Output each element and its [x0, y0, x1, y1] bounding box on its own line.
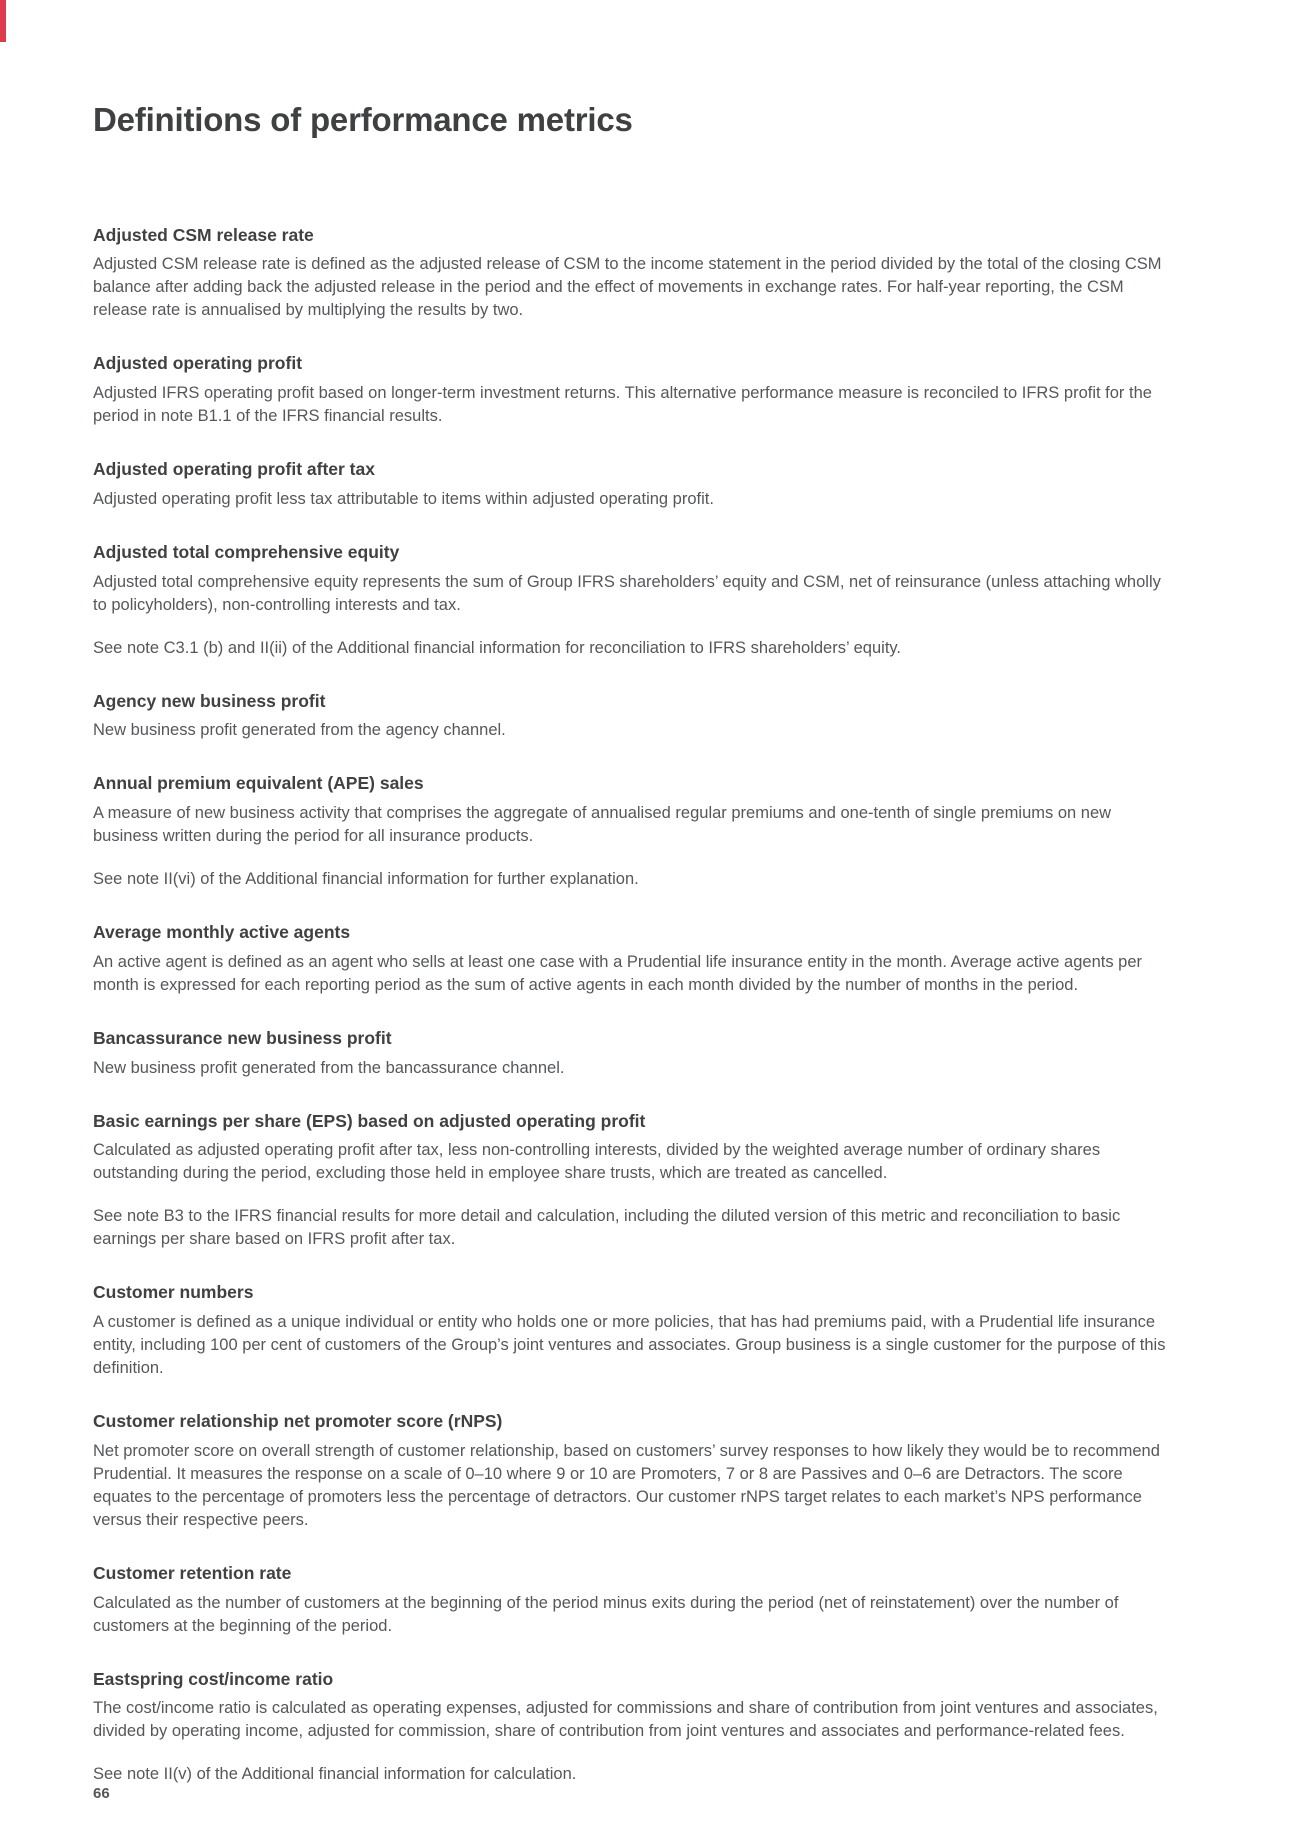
definition-section	[93, 772, 1168, 891]
page-title: Definitions of performance metrics	[93, 101, 633, 138]
definition-heading: Annual premium equivalent (APE) sales	[93, 773, 424, 794]
definitions-list	[93, 224, 1168, 1787]
page-corner-accent	[0, 0, 6, 42]
definition-body	[93, 719, 1168, 742]
definition-body	[93, 253, 1168, 322]
definition-body	[93, 1057, 1168, 1080]
definition-paragraph: A measure of new business activity that comprises the aggregate of annualised regular premiums and one-tenth of single premiums on new business written during the period for all insurance products.	[93, 804, 1112, 846]
definition-section	[93, 1668, 1168, 1787]
definition-paragraph: See note C3.1 (b) and II(ii) of the Additional financial information for reconciliation to IFRS shareholders’ equity.	[93, 638, 902, 657]
definition-paragraph: Net promoter score on overall strength of customer relationship, based on customers’ survey responses to how likely they would be to recommend Prudential. It measures the response on a scale of 0–10 where 9 or 10 are Promoters, 7 or 8 are Passives and 0–6 are Detractors. The score equates to the percentage of promoters less the percentage of detractors. Our customer rNPS target relates to each market’s NPS performance versus their respective peers.	[93, 1441, 1160, 1529]
definition-section	[93, 1562, 1168, 1638]
definition-heading: Bancassurance new business profit	[93, 1027, 392, 1048]
definition-body	[93, 488, 1168, 511]
definition-section	[93, 541, 1168, 660]
definition-paragraph: See note II(v) of the Additional financial information for calculation.	[93, 1765, 577, 1784]
definition-heading: Adjusted operating profit after tax	[93, 459, 375, 480]
definition-paragraph: A customer is defined as a unique individual or entity who holds one or more policies, that has had premiums paid, with a Prudential life insurance entity, including 100 per cent of customers of the Group’s joint ventures and associates. Group business is a single customer for the purpose of this definition.	[93, 1313, 1166, 1378]
definition-paragraph: An active agent is defined as an agent who sells at least one case with a Prudential life insurance entity in the month. Average active agents per month is expressed for each reporting period as the sum of active agents in each month divided by the number of months in the period.	[93, 952, 1143, 994]
page-number: 66	[93, 1785, 110, 1802]
definition-section	[93, 1110, 1168, 1252]
document-page	[93, 0, 1168, 1786]
definition-paragraph: Adjusted CSM release rate is defined as the adjusted release of CSM to the income statement in the period divided by the total of the closing CSM balance after adding back the adjusted release in the period and the effect of movements in exchange rates. For half-year reporting, the CSM release rate is annualised by multiplying the results by two.	[93, 255, 1162, 320]
definition-body	[93, 1697, 1168, 1786]
definition-section	[93, 921, 1168, 997]
definition-heading: Adjusted CSM release rate	[93, 224, 314, 245]
definition-heading: Adjusted total comprehensive equity	[93, 541, 400, 562]
definition-paragraph: Adjusted total comprehensive equity represents the sum of Group IFRS shareholders’ equity and CSM, net of reinsurance (unless attaching wholly to policyholders), non-controlling interests and tax.	[93, 572, 1161, 614]
definition-paragraph: Adjusted IFRS operating profit based on longer-term investment returns. This alternative performance measure is reconciled to IFRS profit for the period in note B1.1 of the IFRS financial results.	[93, 384, 1152, 426]
definition-paragraph: See note B3 to the IFRS financial results for more detail and calculation, including the diluted version of this metric and reconciliation to basic earnings per share based on IFRS profit after tax.	[93, 1207, 1121, 1249]
definition-paragraph: New business profit generated from the agency channel.	[93, 721, 506, 740]
definition-body	[93, 571, 1168, 660]
definition-section	[93, 1027, 1168, 1080]
definition-heading: Eastspring cost/income ratio	[93, 1668, 334, 1689]
definition-heading: Agency new business profit	[93, 690, 326, 711]
definition-section	[93, 690, 1168, 743]
definition-paragraph: Calculated as the number of customers at the beginning of the period minus exits during the period (net of reinstatement) over the number of customers at the beginning of the period.	[93, 1593, 1119, 1635]
definition-body	[93, 1440, 1168, 1532]
definition-heading: Adjusted operating profit	[93, 353, 303, 374]
definition-body	[93, 802, 1168, 891]
definition-body	[93, 1139, 1168, 1251]
definition-body	[93, 1592, 1168, 1638]
definition-paragraph: The cost/income ratio is calculated as operating expenses, adjusted for commissions and share of contribution from joint ventures and associates, divided by operating income, adjusted for commission, share of contribution from joint ventures and associates and performance-related fees.	[93, 1699, 1158, 1741]
definition-body	[93, 1311, 1168, 1380]
definition-body	[93, 951, 1168, 997]
definition-heading: Customer numbers	[93, 1282, 254, 1303]
definition-body	[93, 382, 1168, 428]
definition-section	[93, 352, 1168, 428]
definition-paragraph: Adjusted operating profit less tax attributable to items within adjusted operating profit.	[93, 489, 714, 508]
definition-heading: Average monthly active agents	[93, 922, 351, 943]
definition-heading: Basic earnings per share (EPS) based on adjusted operating profit	[93, 1110, 646, 1131]
definition-section	[93, 224, 1168, 323]
definition-heading: Customer retention rate	[93, 1562, 292, 1583]
definition-paragraph: New business profit generated from the bancassurance channel.	[93, 1058, 565, 1077]
definition-paragraph: See note II(vi) of the Additional financial information for further explanation.	[93, 870, 639, 889]
definition-section	[93, 1410, 1168, 1532]
definition-section	[93, 458, 1168, 511]
definition-heading: Customer relationship net promoter score (rNPS)	[93, 1411, 503, 1432]
definition-section	[93, 1281, 1168, 1380]
definition-paragraph: Calculated as adjusted operating profit after tax, less non-controlling interests, divided by the weighted average number of ordinary shares outstanding during the period, excluding those held in employee share trusts, which are treated as cancelled.	[93, 1141, 1101, 1183]
